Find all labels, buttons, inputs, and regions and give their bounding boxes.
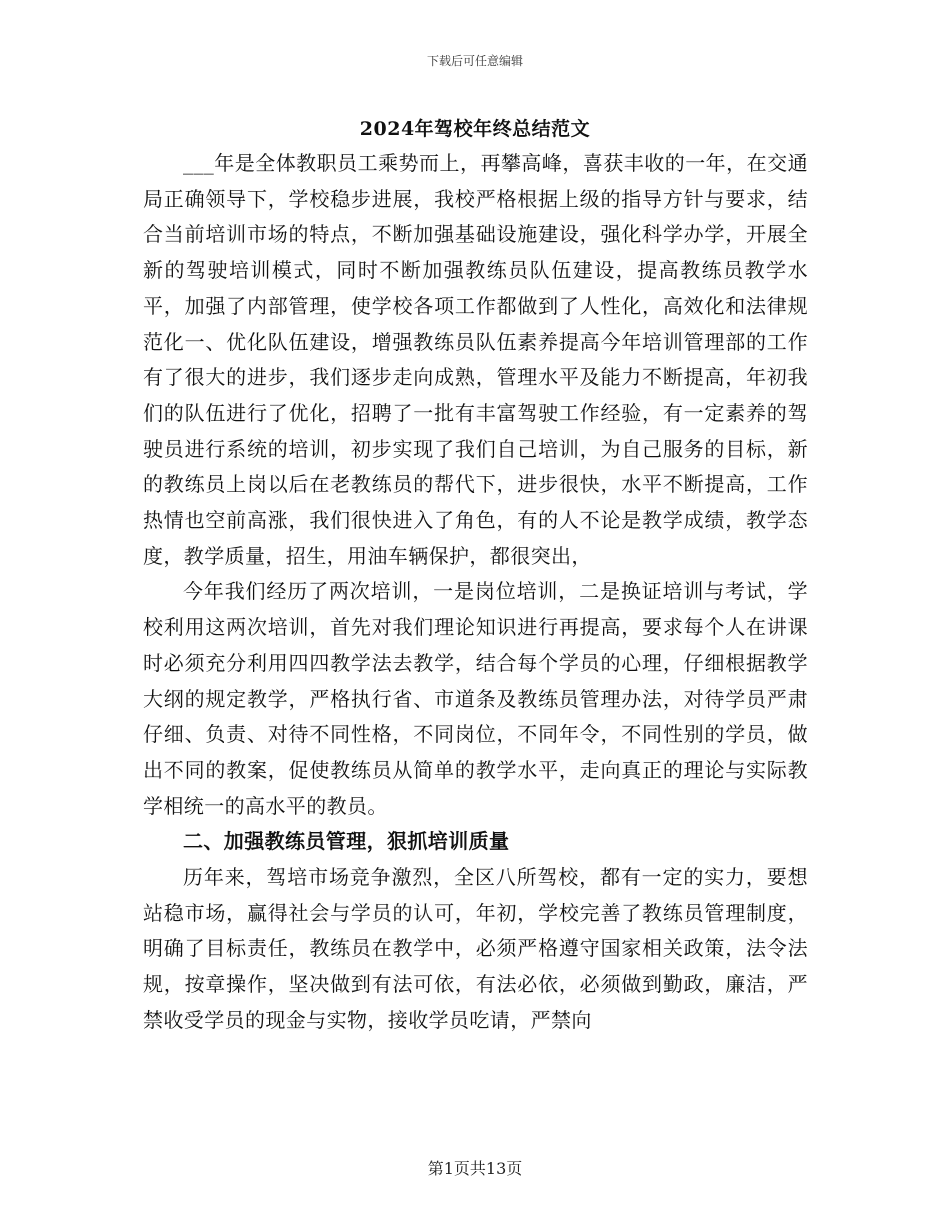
body-paragraph-3: 历年来，驾培市场竞争激烈，全区八所驾校，都有一定的实力，要想站稳市场，赢得社会与学员的认可，年初，学校完善了教练员管理制度，明确了目标责任，教练员在教学中，必须严格遵守国家相关政策，法令法规，按章操作，坚决做到有法可依，有法必依，必须做到勤政，廉洁，严禁收受学员的现金与实物，接收学员吃请，严禁向 <box>143 865 808 1032</box>
page-number-footer: 第1页共13页 <box>427 1159 523 1178</box>
document-title: 2024年驾校年终总结范文 <box>359 118 591 140</box>
page-header-note: 下载后可任意编辑 <box>426 54 523 68</box>
body-paragraph-1: ___年是全体教职员工乘势而上，再攀高峰，喜获丰收的一年，在交通局正确领导下，学校稳步进展，我校严格根据上级的指导方针与要求，结合当前培训市场的特点，不断加强基础设施建设，强化科学办学，开展全新的驾驶培训模式，同时不断加强教练员队伍建设，提高教练员教学水平，加强了内部管理，使学校各项工作都做到了人性化，高效化和法律规范化一、优化队伍建设，增强教练员队伍素养提高今年培训管理部的工作有了很大的进步，我们逐步走向成熟，管理水平及能力不断提高，年初我们的队伍进行了优化，招聘了一批有丰富驾驶工作经验，有一定素养的驾驶员进行系统的培训，初步实现了我们自己培训，为自己服务的目标，新的教练员上岗以后在老教练员的帮代下，进步很快，水平不断提高，工作热情也空前高涨，我们很快进入了角色，有的人不论是教学成绩，教学态度，教学质量，招生，用油车辆保护，都很突出， <box>143 151 808 568</box>
document-body <box>143 146 808 1039</box>
body-paragraph-2: 今年我们经历了两次培训，一是岗位培训，二是换证培训与考试，学校利用这两次培训，首先对我们理论知识进行再提高，要求每个人在讲课时必须充分利用四四教学法去教学，结合每个学员的心理，仔细根据教学大纲的规定教学，严格执行省、市道条及教练员管理办法，对待学员严肃仔细、负责、对待不同性格，不同岗位，不同年令，不同性别的学员，做出不同的教案，促使教练员从简单的教学水平，走向真正的理论与实际教学相统一的高水平的教员。 <box>143 579 808 818</box>
section-heading-2: 二、加强教练员管理，狠抓培训质量 <box>183 829 510 854</box>
